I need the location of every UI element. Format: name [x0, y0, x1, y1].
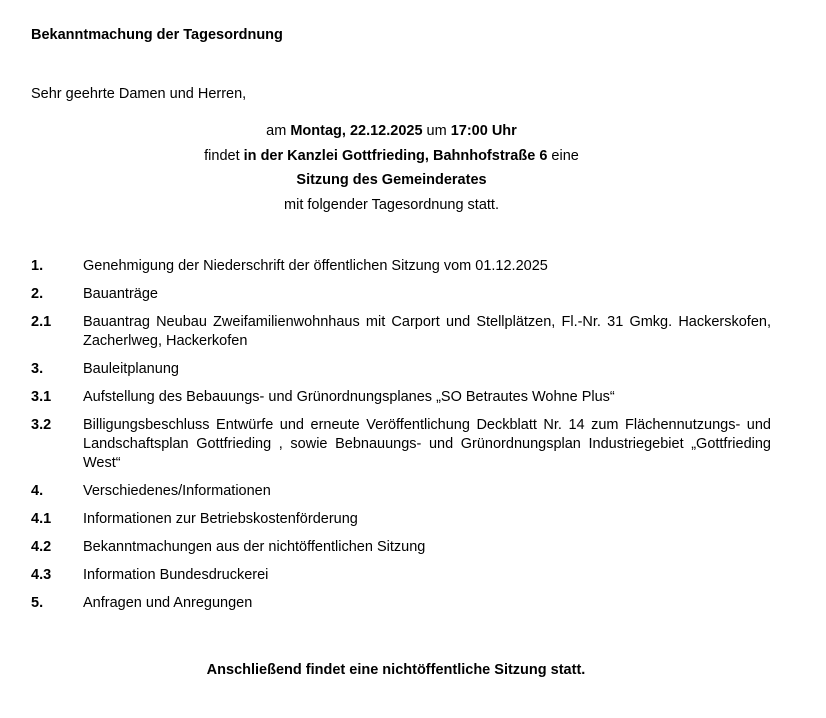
agenda-item [31, 388, 771, 407]
agenda-item-number: 3. [31, 361, 44, 377]
agenda-item-text: Information Bundesdruckerei [83, 567, 269, 583]
place-prefix: findet [204, 147, 244, 164]
agenda-item-number: 2. [31, 286, 44, 302]
agenda-item-number: 4. [31, 483, 44, 499]
meeting-date-line [0, 122, 783, 147]
agenda-item-number: 5. [31, 595, 44, 611]
agenda-item-text: Billigungsbeschluss Entwürfe und erneute Veröffentlichung Deckblatt Nr. 14 zum Flächennutzungs- und Landschaftsplan Gottfrieding , sowie Bebnauungs- und Grünordnungsplan Industriegebiet „Gottfrieding West“ [83, 417, 771, 471]
agenda-item [31, 257, 771, 276]
agenda-item [31, 416, 771, 473]
agenda-item [31, 482, 771, 501]
agenda-item-text: Bauanträge [83, 286, 158, 302]
agenda-item-number: 3.1 [31, 389, 52, 405]
document-title: Bekanntmachung der Tagesordnung [31, 27, 283, 43]
agenda-item-text: Anfragen und Anregungen [83, 595, 253, 611]
meeting-place-line [0, 147, 783, 172]
agenda-item [31, 566, 771, 585]
agenda-item [31, 285, 771, 304]
agenda-item-text: Verschiedenes/Informationen [83, 483, 271, 499]
agenda-item [31, 313, 771, 351]
date-prefix: am [266, 123, 291, 139]
salutation: Sehr geehrte Damen und Herren, [31, 86, 247, 102]
agenda-item [31, 594, 771, 613]
agenda-item [31, 510, 771, 529]
agenda-list [31, 257, 771, 622]
agenda-item-number: 4.3 [31, 567, 52, 583]
agenda-item-number: 3.2 [31, 417, 52, 433]
agenda-item-text: Aufstellung des Bebauungs- und Grünordnungsplanes „SO Betrautes Wohne Plus“ [83, 389, 615, 405]
meeting-place: in der Kanzlei Gottfrieding, Bahnhofstraße 6 [243, 147, 548, 164]
agenda-item-text: Bekanntmachungen aus der nichtöffentlichen Sitzung [83, 539, 426, 555]
agenda-item-number: 2.1 [31, 314, 52, 330]
agenda-item-number: 4.1 [31, 511, 52, 527]
agenda-item-text: Informationen zur Betriebskostenförderung [83, 511, 358, 527]
closing-note: Anschließend findet eine nichtöffentliche Sitzung statt. [206, 662, 586, 678]
time-prefix: um [422, 123, 451, 139]
meeting-announcement [0, 122, 783, 220]
place-suffix: eine [547, 147, 579, 164]
agenda-item-number: 4.2 [31, 539, 52, 555]
agenda-item-text: Bauleitplanung [83, 361, 179, 377]
agenda-item [31, 360, 771, 379]
agenda-intro-line: mit folgender Tagesordnung statt. [284, 196, 499, 213]
agenda-item [31, 538, 771, 557]
meeting-time: 17:00 Uhr [450, 123, 517, 139]
meeting-date: Montag, 22.12.2025 [290, 123, 423, 139]
agenda-item-text: Bauantrag Neubau Zweifamilienwohnhaus mit Carport und Stellplätzen, Fl.-Nr. 31 Gmkg. Hackerskofen, Zacherlweg, Hackerkofen [83, 314, 771, 349]
agenda-item-text: Genehmigung der Niederschrift der öffentlichen Sitzung vom 01.12.2025 [83, 258, 548, 274]
meeting-type: Sitzung des Gemeinderates [296, 172, 487, 188]
meeting-type-line [0, 171, 783, 196]
agenda-item-number: 1. [31, 258, 44, 274]
